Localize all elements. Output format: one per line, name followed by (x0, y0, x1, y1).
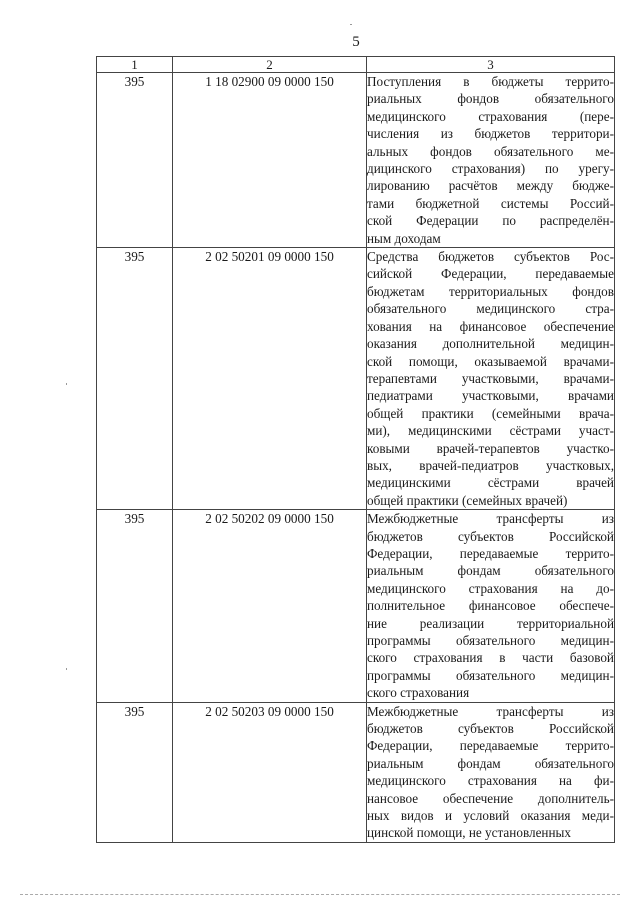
description-line: Межбюджетные трансферты из (367, 511, 614, 527)
description-line: Поступления в бюджеты террито- (367, 74, 614, 89)
description-line: оказания дополнительной медицин- (367, 336, 614, 352)
description-line: тами бюджетной системы Россий- (367, 195, 614, 211)
description-line: медицинскими сёстрами врачей (367, 475, 614, 491)
row-description (367, 73, 615, 248)
description-line: лированию расчётов между бюдже- (367, 178, 614, 194)
description-line: бюджетов субъектов Российской (367, 721, 614, 737)
description-line: риальным фондам обязательного (367, 755, 614, 771)
description-line: полнительное финансовое обеспече- (367, 598, 614, 614)
description-line: Средства бюджетов субъектов Рос- (367, 249, 614, 265)
description-line: ского страхования в части базовой (367, 650, 614, 666)
description-line: Межбюджетные трансферты из (367, 703, 614, 719)
row-budget-code: 2 02 50203 09 0000 150 (173, 702, 367, 842)
description-line: медицинского страхования на фи- (367, 773, 614, 789)
description-line: ского страхования (367, 685, 470, 701)
row-budget-code: 2 02 50201 09 0000 150 (173, 248, 367, 510)
row-description (367, 510, 615, 702)
description-line: программы обязательного медицин- (367, 667, 614, 683)
row-admin-code: 395 (97, 510, 173, 702)
description-line: числения из бюджетов территори- (367, 126, 614, 142)
header-col-1: 1 (97, 57, 173, 73)
table-row (97, 510, 615, 702)
description-line: Федерации, передаваемые террито- (367, 545, 614, 561)
description-line: бюджетов субъектов Российской (367, 528, 614, 544)
table-header (97, 57, 615, 73)
description-line: медицинского страхования на до- (367, 580, 614, 596)
row-budget-code: 1 18 02900 09 0000 150 (173, 73, 367, 248)
budget-code-table (96, 56, 615, 843)
description-line: риальных фондов обязательного (367, 91, 614, 107)
description-line: педиатрами участковыми, врачами (367, 388, 614, 404)
row-admin-code: 395 (97, 702, 173, 842)
description-line: Федерации, передаваемые террито- (367, 738, 614, 754)
description-line: ных видов и условий оказания меди- (367, 808, 614, 824)
description-line: нансовое обеспечение дополнитель- (367, 790, 614, 806)
scan-edge-line (20, 894, 620, 895)
description-line: ным доходам (367, 230, 441, 246)
table-row (97, 248, 615, 510)
description-line: обязательного медицинского стра- (367, 301, 614, 317)
row-admin-code: 395 (97, 73, 173, 248)
description-line: ской Федерации по распределён- (367, 213, 614, 229)
scan-mark (66, 383, 67, 385)
scan-mark (66, 668, 67, 670)
table-body (97, 73, 615, 843)
row-admin-code: 395 (97, 248, 173, 510)
description-line: сийской Федерации, передаваемые (367, 266, 614, 282)
description-line: терапевтами участковыми, врачами- (367, 370, 614, 386)
scan-mark (350, 24, 352, 25)
header-col-3: 3 (367, 57, 615, 73)
row-description (367, 248, 615, 510)
description-line: ковыми врачей-терапевтов участко- (367, 440, 614, 456)
description-line: ми), медицинскими сёстрами участ- (367, 423, 614, 439)
description-line: хования на финансовое обеспечение (367, 318, 614, 334)
description-line: цинской помощи, не установленных (367, 825, 571, 841)
description-line: бюджетам территориальных фондов (367, 283, 614, 299)
description-line: программы обязательного медицин- (367, 633, 614, 648)
description-line: общей практики (семейных врачей) (367, 492, 568, 508)
table-row (97, 702, 615, 842)
header-col-2: 2 (173, 57, 367, 73)
description-line: общей практики (семейными врача- (367, 405, 614, 421)
description-line: ние реализации территориальной (367, 615, 614, 631)
page-number: 5 (352, 34, 360, 50)
row-description (367, 702, 615, 842)
row-budget-code: 2 02 50202 09 0000 150 (173, 510, 367, 702)
description-line: медицинского страхования (пере- (367, 108, 614, 124)
description-line: ской помощи, оказываемой врачами- (367, 353, 614, 369)
description-line: альных фондов обязательного ме- (367, 143, 614, 159)
table-row (97, 73, 615, 248)
description-line: вых, врачей-педиатров участковых, (367, 457, 614, 473)
description-line: дицинского страхования) по урегу- (367, 161, 614, 177)
description-line: риальным фондам обязательного (367, 563, 614, 579)
